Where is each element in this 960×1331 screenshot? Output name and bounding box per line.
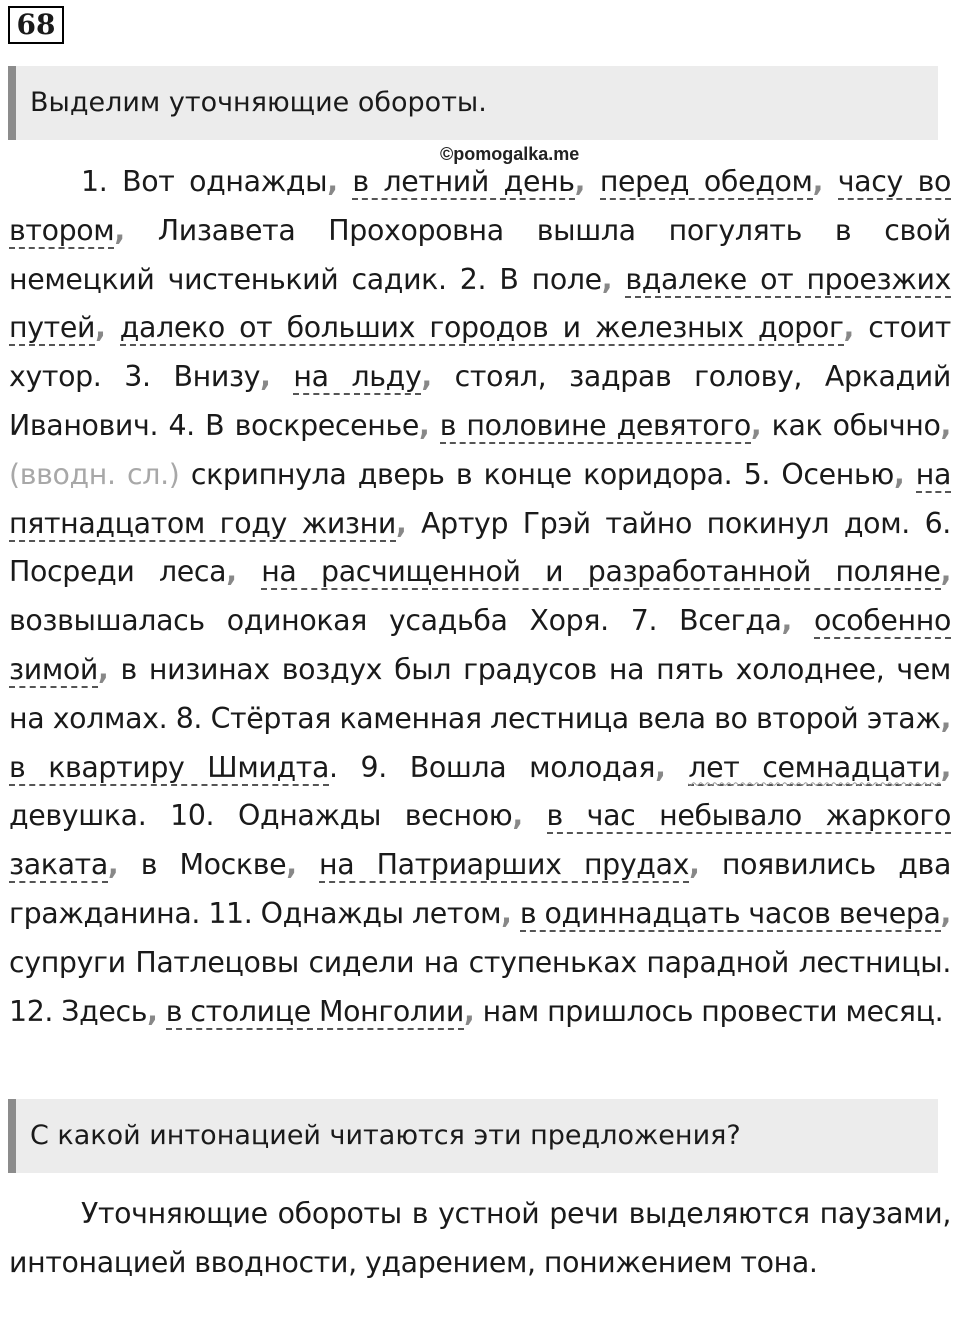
highlighted-comma: , (940, 896, 951, 930)
clarifying-phrase: в половине девятого (439, 408, 751, 442)
clarifying-phrase: в час небывало жаркого заката (9, 799, 951, 882)
highlighted-comma: , (395, 506, 407, 540)
section-header-question (8, 1099, 938, 1173)
highlighted-comma: , (689, 848, 700, 882)
highlighted-comma: , (327, 165, 338, 198)
highlighted-comma: , (114, 213, 125, 247)
highlighted-comma: , (418, 408, 430, 442)
highlighted-comma: , (226, 555, 237, 589)
clarifying-phrase: в одиннадцать часов вечера (519, 896, 941, 930)
highlighted-comma: , (812, 165, 824, 198)
section-header-text: Выделим уточняющие обороты. (30, 87, 487, 118)
answer-text-block (9, 1190, 951, 1288)
highlighted-comma: , (147, 994, 158, 1028)
clarifying-phrase: вдалеке от проезжих путей (9, 262, 951, 345)
highlighted-comma: , (512, 799, 523, 833)
highlighted-comma: , (286, 848, 297, 882)
clarifying-phrase: в летний день (352, 165, 575, 198)
highlighted-comma: , (421, 360, 432, 394)
highlighted-comma: , (893, 457, 905, 491)
highlighted-comma: , (940, 555, 951, 589)
highlighted-comma: , (574, 165, 586, 198)
task-number: 68 (8, 6, 64, 44)
clarifying-phrase: далеко от больших городов и железных дорог (119, 311, 844, 345)
section-header-highlight (8, 66, 938, 140)
highlighted-comma: , (107, 848, 119, 882)
highlighted-comma: , (601, 262, 613, 296)
parenthetical-note: (вводн. сл.) (9, 457, 180, 491)
highlighted-comma: , (98, 652, 109, 686)
highlighted-comma: , (940, 750, 951, 784)
clarifying-phrase: лет семнадцати (688, 750, 941, 784)
highlighted-comma: , (940, 408, 951, 442)
highlighted-comma: , (655, 750, 666, 784)
clarifying-phrase: на расчищенной и разработанной поляне (261, 555, 941, 589)
highlighted-comma: , (260, 360, 271, 394)
highlighted-comma: , (781, 604, 792, 638)
highlighted-comma: , (95, 311, 106, 345)
highlighted-comma: , (750, 408, 762, 442)
highlighted-comma: , (843, 311, 854, 345)
clarifying-phrase: в квартиру Шмидта (9, 750, 330, 784)
clarifying-phrase: на Патриарших прудах (319, 848, 690, 882)
clarifying-phrase: перед обедом (599, 165, 813, 198)
clarifying-phrase: на пятнадцатом году жизни (9, 457, 951, 540)
clarifying-phrase: на льду (293, 360, 422, 394)
section-header-question-text: С какой интонацией читаются эти предложения? (30, 1120, 741, 1151)
exercise-text (9, 158, 951, 1036)
highlighted-comma: , (940, 701, 951, 735)
clarifying-phrase: часу во втором (9, 165, 951, 247)
answer-paragraph: Уточняющие обороты в устной речи выделяются паузами, интонацией вводности, ударением, понижением тона. (9, 1197, 951, 1279)
exercise-paragraph: 1. Вот однажды, в летний день, перед обедом, часу во втором, Лизавета Прохоровна вышла погулять в свой немецкий чистенький садик. 2. В поле, вдалеке от проезжих путей, далеко от больших городов и железных дорог, стоит хутор. 3. Внизу, на льду, стоял, задрав голову, Аркадий Иванович. 4. В воскресенье, в половине девятого, как обычно, (вводн. сл.) скрипнула дверь в конце коридора. 5. Осенью, на пятнадцатом году жизни, Артур Грэй тайно покинул дом. 6. Посреди леса, на расчищенной и разработанной поляне, возвышалась одинокая усадьба Хоря. 7. Всегда, особенно зимой, в низинах воздух был градусов на пять холоднее, чем на холмах. 8. Стёртая каменная лестница вела во второй этаж, в квартиру Шмидта. 9. Вошла молодая, лет семнадцати, девушка. 10. Однажды весною, в час небывало жаркого заката, в Москве, на Патриарших прудах, появились два гражданина. 11. Однажды летом, в одиннадцать часов вечера, супруги Патлецовы сидели на ступеньках парадной лестницы. 12. Здесь, в столице Монголии, нам пришлось провести месяц. (9, 165, 951, 1028)
clarifying-phrase: в столице Монголии (165, 994, 464, 1028)
watermark: ©pomogalka.me (440, 144, 580, 164)
clarifying-phrase: особенно зимой (9, 604, 951, 686)
highlighted-comma: , (501, 896, 512, 930)
highlighted-comma: , (463, 994, 475, 1028)
